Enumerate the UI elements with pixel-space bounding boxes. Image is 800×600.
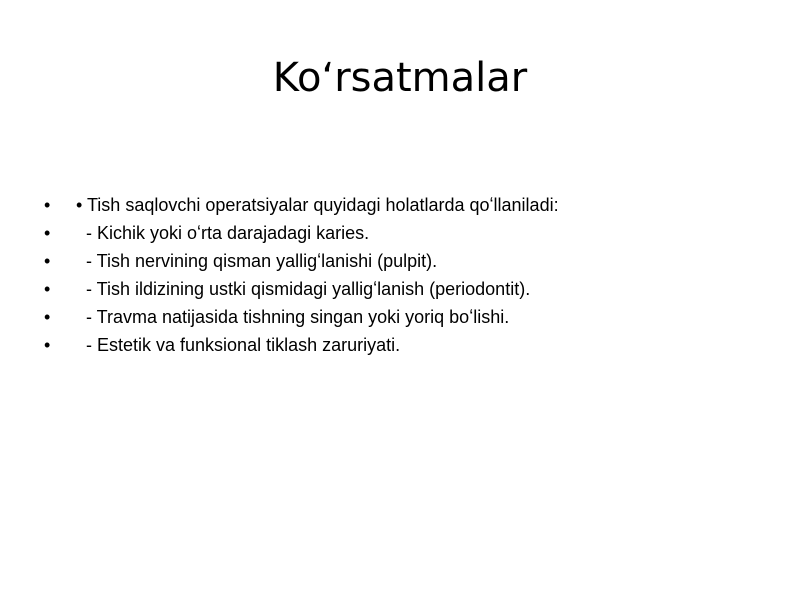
bullet-icon: • bbox=[44, 195, 51, 215]
bullet-icon: • bbox=[44, 223, 51, 243]
bullet-icon: • bbox=[44, 307, 51, 327]
list-item-text: • Tish saqlovchi operatsiyalar quyidagi holatlarda qoʻllaniladi: bbox=[76, 195, 559, 215]
list-item bbox=[40, 191, 780, 219]
list-item bbox=[40, 303, 780, 331]
bullet-icon: • bbox=[44, 251, 51, 271]
list-item bbox=[40, 219, 780, 247]
bullet-icon: • bbox=[44, 335, 51, 355]
slide-title: Koʻrsatmalar bbox=[272, 55, 528, 101]
list-item-text: - Travma natijasida tishning singan yoki yoriq boʻlishi. bbox=[76, 307, 510, 327]
list-item-text: - Tish nervining qisman yalligʻlanishi (pulpit). bbox=[76, 251, 438, 271]
list-item-text: - Tish ildizining ustki qismidagi yalligʻlanish (periodontit). bbox=[76, 279, 531, 299]
list-item-text: - Kichik yoki oʻrta darajadagi karies. bbox=[76, 223, 370, 243]
list-item bbox=[40, 247, 780, 275]
bullet-icon: • bbox=[44, 279, 51, 299]
list-item bbox=[40, 275, 780, 303]
list-item-text: - Estetik va funksional tiklash zaruriyati. bbox=[76, 335, 401, 355]
bullet-list bbox=[40, 191, 780, 359]
list-item bbox=[40, 331, 780, 359]
